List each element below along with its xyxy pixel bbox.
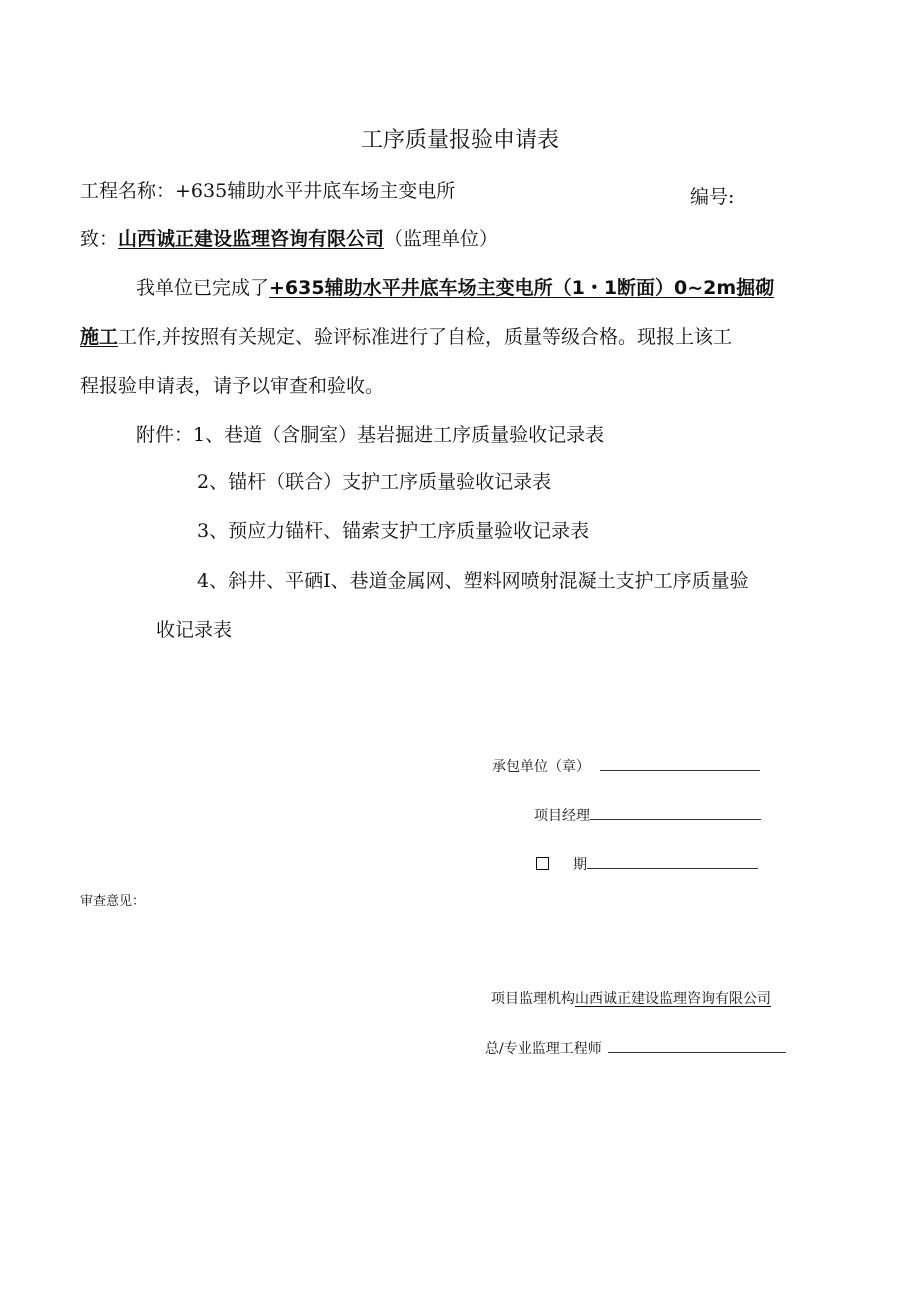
work-item-part1: +635辅助水平井底车场主变电所（1・1断面）0~2m掘砌: [269, 277, 775, 299]
project-name-value: +635辅助水平井底车场主变电所: [175, 180, 456, 202]
supervising-engineer-label: 总/专业监理工程师: [485, 1041, 602, 1057]
contractor-unit-label: 承包单位（章）: [492, 759, 590, 775]
attachment-item: 1、巷道（含胴室）基岩掘进工序质量验收记录表: [193, 424, 605, 446]
attachment-item: 2、锚杆（联合）支护工序质量验收记录表: [197, 471, 552, 493]
to-label: 致：: [80, 228, 119, 250]
body-intro: 我单位已完成了: [136, 277, 270, 299]
contractor-unit-row: [492, 756, 760, 776]
supervising-engineer-row: [485, 1038, 786, 1058]
page-title: 工序质量报验申请表: [360, 128, 559, 153]
checkbox-icon: [536, 857, 549, 870]
to-row: [80, 224, 498, 251]
supervisor-company: 山西诚正建设监理咨询有限公司: [118, 228, 385, 250]
work-item-part2: 施工: [80, 326, 119, 348]
project-name-label: 工程名称：: [80, 180, 176, 202]
supervising-engineer-line: [608, 1038, 786, 1053]
attachment-item-continued: 收记录表: [156, 619, 233, 641]
date-label: 期: [573, 857, 587, 873]
date-line: [587, 854, 758, 869]
body-line-3: 程报验申请表，请予以审查和验收。: [80, 375, 385, 397]
attachment-item: 3、预应力锚杆、锚索支护工序质量验收记录表: [197, 520, 590, 542]
review-label: 审查意见：: [80, 894, 146, 909]
to-suffix: （监理单位）: [384, 228, 499, 250]
attachment-item: 4、斜井、平硒I、巷道金属网、塑料网喷射混凝土支护工序质量验: [197, 570, 749, 592]
body-rest1: 工作,并按照有关规定、验评标准进行了自检，质量等级合格。现报上该工: [118, 326, 733, 348]
number-label: 编号:: [690, 186, 735, 208]
project-manager-label: 项目经理: [534, 808, 590, 824]
supervision-org-row: [491, 988, 771, 1008]
project-manager-line: [590, 805, 761, 820]
project-manager-row: [534, 805, 761, 825]
project-name-row: [80, 176, 455, 203]
supervision-org-label: 项目监理机构: [491, 991, 575, 1007]
supervision-org-value: 山西诚正建设监理咨询有限公司: [575, 991, 771, 1007]
body-line-1: [136, 273, 774, 300]
body-line-2: [80, 322, 732, 349]
attachment-1-row: [136, 420, 604, 447]
date-row: [536, 854, 758, 874]
contractor-unit-line: [600, 756, 760, 771]
attachments-label: 附件：: [136, 424, 194, 446]
